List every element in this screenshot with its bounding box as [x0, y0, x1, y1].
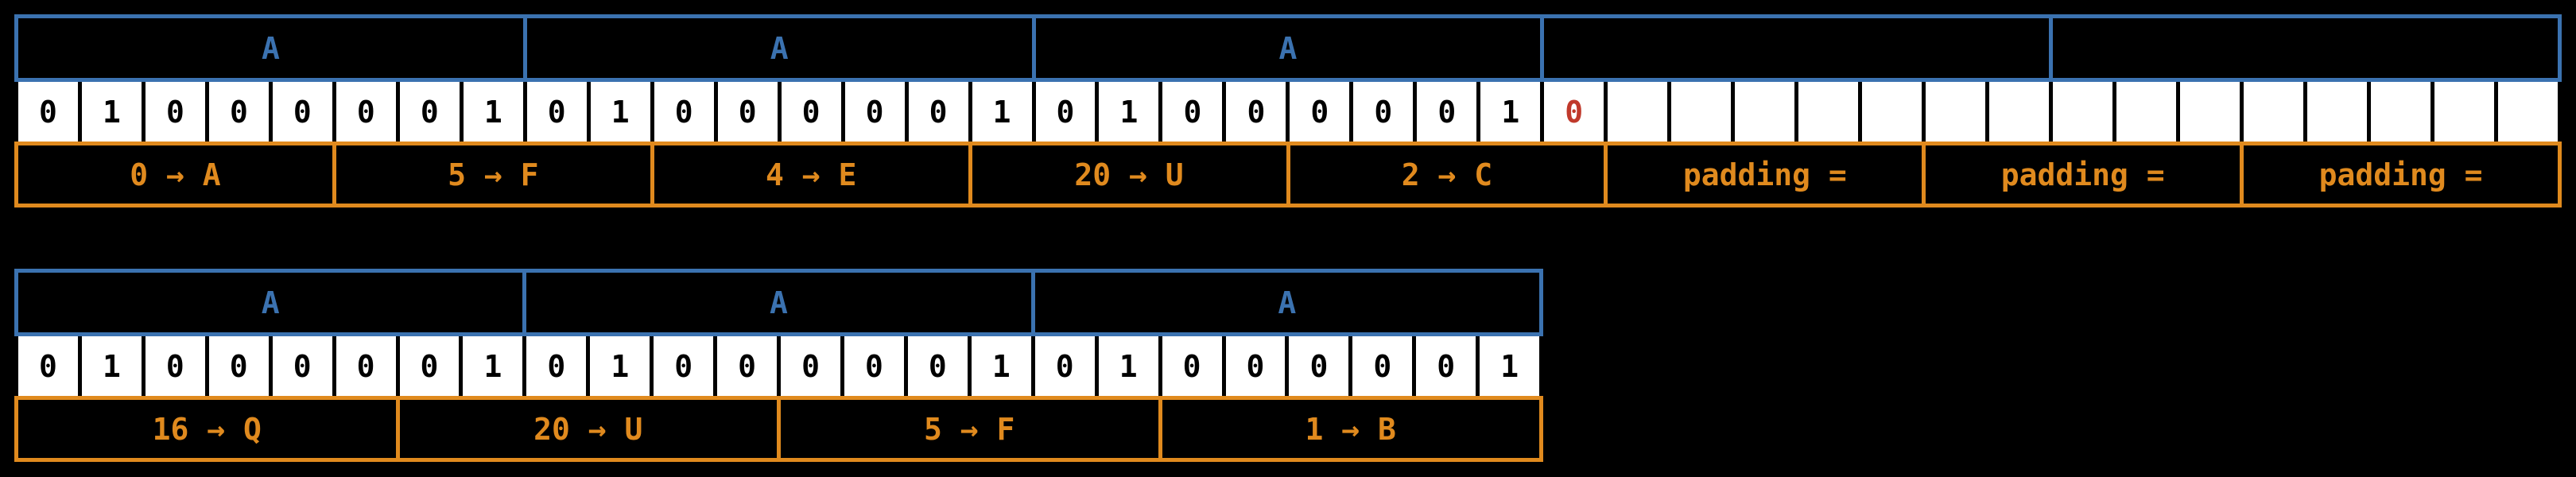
byte-cell [2053, 18, 2562, 82]
bit-cell: 0 [400, 336, 460, 396]
bit-cell: 0 [844, 336, 904, 396]
byte-row [14, 269, 1543, 336]
padding-group-cell: padding = [1608, 145, 1926, 207]
bit-cell [1671, 82, 1731, 142]
bit-cell: 0 [400, 82, 460, 142]
bit-cell: 0 [1036, 82, 1096, 142]
byte-row [14, 14, 2562, 82]
bit-cell: 0 [1352, 336, 1412, 396]
bit-cell: 0 [209, 336, 269, 396]
bit-cell: 1 [972, 336, 1031, 396]
bit-cell: 1 [1099, 336, 1158, 396]
bit-row [14, 336, 1543, 396]
bit-cell: 1 [591, 82, 650, 142]
bit-cell: 0 [209, 82, 269, 142]
bit-cell [1735, 82, 1794, 142]
bit-cell: 1 [1480, 336, 1539, 396]
bit-cell: 1 [972, 82, 1032, 142]
bit-cell: 1 [463, 336, 522, 396]
byte-cell [1544, 18, 2053, 82]
byte-cell: A [527, 18, 1036, 82]
bit-cell: 0 [781, 336, 840, 396]
bit-cell: 0 [718, 82, 778, 142]
bit-cell: 0 [336, 336, 396, 396]
bit-cell [2180, 82, 2240, 142]
bit-cell: 0 [1290, 82, 1349, 142]
bit-cell: 0 [1162, 82, 1222, 142]
bit-cell: 0 [336, 82, 396, 142]
bit-cell [1989, 82, 2049, 142]
bit-cell [1798, 82, 1858, 142]
bit-cell: 0 [526, 336, 586, 396]
bit-cell: 0 [1416, 336, 1476, 396]
bit-cell: 1 [1099, 82, 1158, 142]
group-cell: 16 → Q [18, 400, 400, 462]
bit-cell: 0 [1226, 336, 1286, 396]
bit-cell [2053, 82, 2112, 142]
group-cell: 20 → U [972, 145, 1290, 207]
bit-cell: 0 [909, 82, 968, 142]
bit-cell [2434, 82, 2494, 142]
bit-cell [1862, 82, 1922, 142]
byte-cell: A [526, 273, 1034, 336]
bit-cell: 0 [273, 336, 332, 396]
byte-cell: A [1036, 18, 1545, 82]
bit-cell: 1 [82, 336, 142, 396]
bit-cell: 1 [1480, 82, 1540, 142]
base32-diagram-1 [14, 14, 2562, 207]
group-cell: 1 → B [1162, 400, 1544, 462]
byte-cell: A [1035, 273, 1543, 336]
bit-cell: 0 [1289, 336, 1348, 396]
group-row [14, 142, 2562, 207]
bit-cell: 0 [845, 82, 905, 142]
bit-cell: 0 [273, 82, 332, 142]
bit-cell [1926, 82, 1985, 142]
bit-row [14, 82, 2562, 142]
bit-cell: 0 [145, 336, 205, 396]
bit-cell: 0 [782, 82, 841, 142]
group-cell: 5 → F [781, 400, 1162, 462]
bit-cell: 1 [464, 82, 523, 142]
bit-cell: 0 [1226, 82, 1286, 142]
bit-cell: 0 [654, 82, 714, 142]
group-row [14, 396, 1543, 462]
bit-cell: 0 [1353, 82, 1413, 142]
bit-cell: 0 [717, 336, 777, 396]
bit-cell [2307, 82, 2367, 142]
bit-cell: 1 [82, 82, 142, 142]
group-cell: 20 → U [400, 400, 782, 462]
group-cell: 0 → A [18, 145, 336, 207]
group-cell: 2 → C [1290, 145, 1608, 207]
byte-cell: A [18, 273, 526, 336]
bit-cell [2116, 82, 2176, 142]
bit-cell [2371, 82, 2431, 142]
padding-group-cell: padding = [1926, 145, 2244, 207]
bit-cell: 0 [145, 82, 205, 142]
bit-cell: 0 [1162, 336, 1222, 396]
bit-cell: 1 [590, 336, 650, 396]
bit-cell [1608, 82, 1667, 142]
bit-cell [2498, 82, 2558, 142]
base32-diagram-2 [14, 269, 1543, 462]
byte-cell: A [18, 18, 527, 82]
bit-cell: 0 [18, 82, 78, 142]
bit-cell: 0 [654, 336, 713, 396]
group-cell: 5 → F [336, 145, 654, 207]
bit-cell [2244, 82, 2303, 142]
bit-cell: 0 [908, 336, 968, 396]
group-cell: 4 → E [654, 145, 972, 207]
bit-cell: 0 [18, 336, 78, 396]
bit-cell: 0 [527, 82, 587, 142]
padding-group-cell: padding = [2244, 145, 2562, 207]
bit-cell: 0 [1035, 336, 1095, 396]
padding-bit-cell: 0 [1544, 82, 1604, 142]
bit-cell: 0 [1417, 82, 1476, 142]
